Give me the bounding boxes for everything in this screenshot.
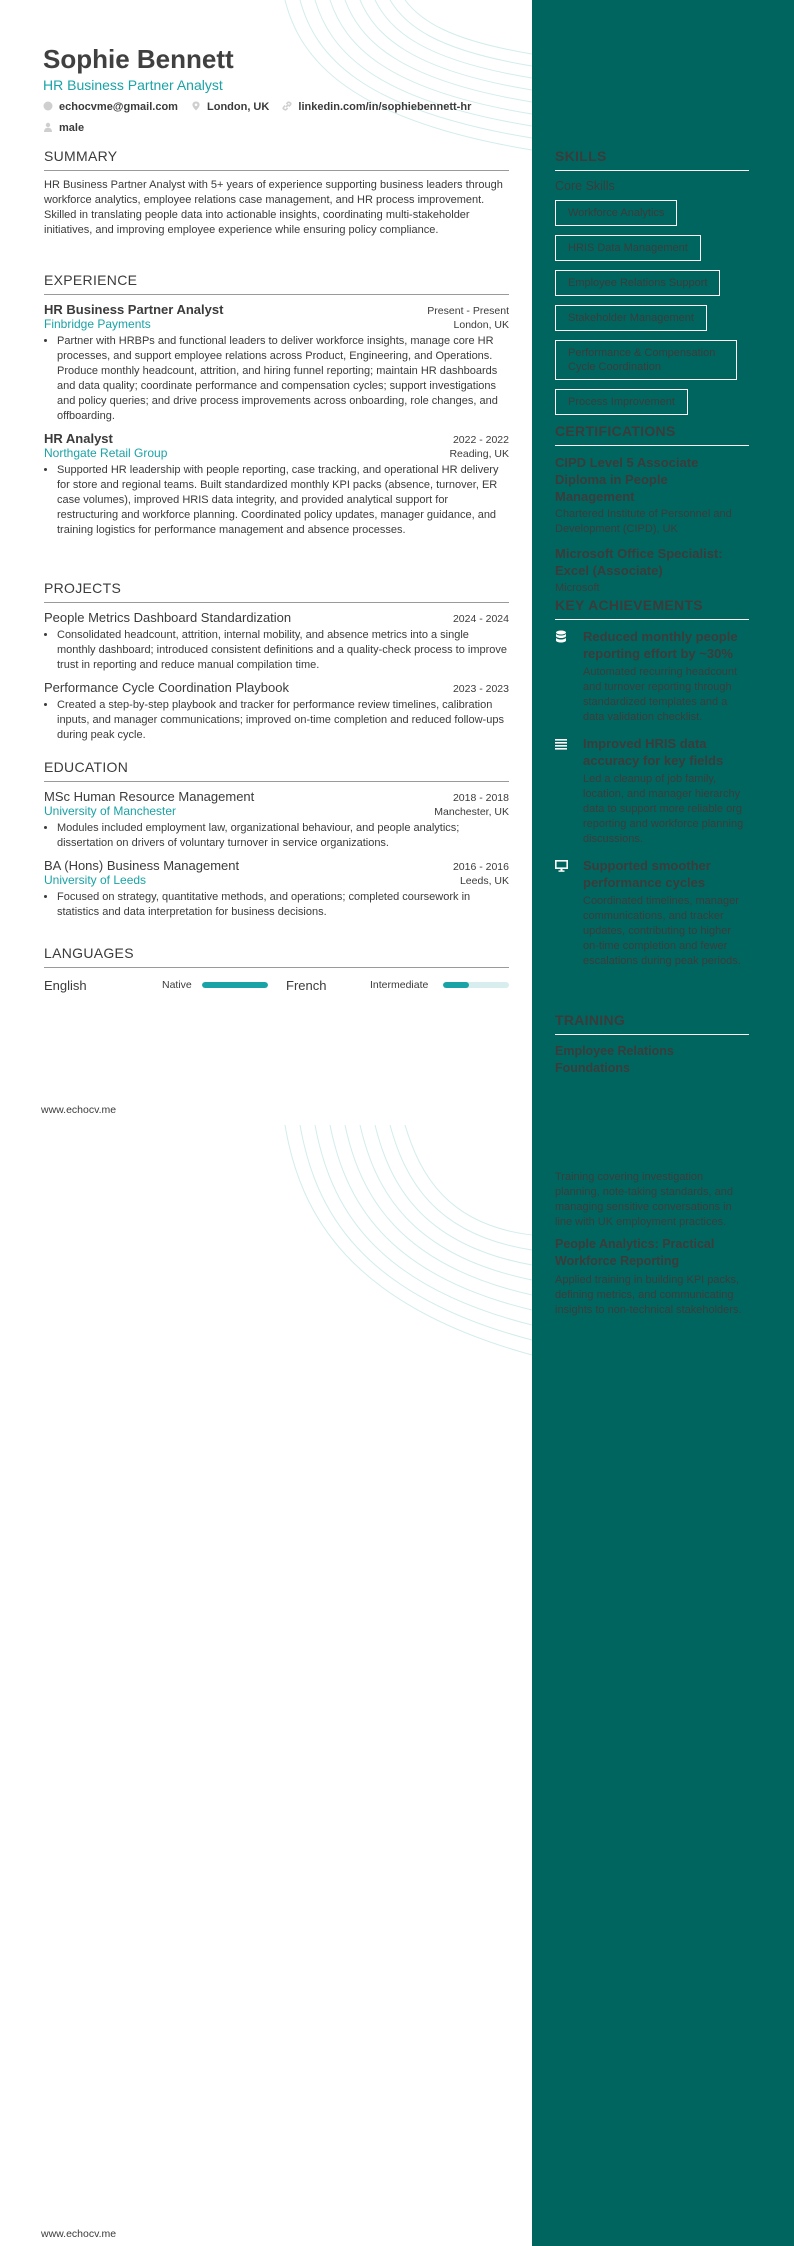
achievement-description: Coordinated timelines, manager communications, and tracker updates, contributing to higher on-time completion and fewer escalations during peak periods. — [583, 895, 741, 967]
experience-section — [44, 272, 509, 545]
section-title-experience: EXPERIENCE — [44, 272, 509, 295]
monitor-icon — [555, 857, 583, 969]
language-list — [44, 975, 509, 995]
training-continued — [555, 1167, 749, 1318]
institution-location: Manchester, UK — [434, 806, 509, 818]
list-icon — [555, 735, 583, 847]
degree-title: MSc Human Resource Management — [44, 789, 255, 804]
skill-tag: Stakeholder Management — [555, 305, 707, 331]
language-proficiency-fill — [443, 982, 469, 988]
section-title-training: TRAINING — [555, 1012, 749, 1035]
project-title: Performance Cycle Coordination Playbook — [44, 680, 289, 695]
section-title-certifications: CERTIFICATIONS — [555, 423, 749, 446]
skills-section — [555, 148, 749, 424]
job-dates: Present - Present — [427, 305, 509, 317]
certification-item — [555, 454, 749, 537]
skill-tag-list — [555, 200, 749, 424]
footer-url[interactable]: www.echocv.me — [41, 1104, 117, 1116]
job-description: • Partner with HRBPs and functional leaders to deliver workforce insights, manage core HR processes, and support employee relations across Product, Engineering, and Operations. Produce monthly headcount, attrition, and hiring funnel reporting; maintain HR dashboards and data quality; coordinate performance and compensation cycles; support investigations and policy queries; and drive process improvements across onboarding, role changes, and offboarding. — [57, 334, 509, 424]
contact-location-text: London, UK — [207, 101, 270, 113]
contact-linkedin[interactable] — [282, 99, 471, 115]
section-title-summary: SUMMARY — [44, 148, 509, 171]
footer-url[interactable]: www.echocv.me — [41, 2228, 117, 2240]
institution-location: Leeds, UK — [459, 875, 509, 887]
achievements-section — [555, 597, 749, 979]
certifications-section — [555, 423, 749, 604]
job-title: HR Analyst — [44, 431, 113, 446]
achievement-description: Automated recurring headcount and turnover reporting through standardized templates and a data validation checklist. — [583, 666, 738, 723]
experience-item — [44, 302, 509, 424]
skills-subtitle: Core Skills — [555, 179, 615, 193]
contact-location — [191, 99, 269, 115]
project-dates: 2024 - 2024 — [452, 613, 509, 625]
job-description: • Supported HR leadership with people reporting, case tracking, and operational HR delivery for store and regional teams. Built standardized monthly KPI packs (absence, turnover, ER case volumes), improved HRIS data integrity, and provided analytical support for restructuring and workforce planning. Coordinated policy updates, manager guidance, and training logistics for performance management and absence processes. — [57, 463, 509, 538]
certification-title: Microsoft Office Specialist: Excel (Associate) — [555, 546, 723, 578]
project-title: People Metrics Dashboard Standardization — [44, 610, 292, 625]
section-title-education: EDUCATION — [44, 759, 509, 782]
project-item — [44, 680, 509, 743]
education-section — [44, 759, 509, 927]
contact-gender-text: male — [59, 122, 85, 134]
section-title-achievements: KEY ACHIEVEMENTS — [555, 597, 749, 620]
skill-tag: Process Improvement — [555, 389, 688, 415]
skill-tag: Workforce Analytics — [555, 200, 677, 226]
education-item — [44, 789, 509, 851]
candidate-role: HR Business Partner Analyst — [43, 77, 223, 93]
achievement-item — [555, 857, 749, 969]
training-description: Applied training in building KPI packs, defining metrics, and communicating insights to non-technical stakeholders. — [555, 1274, 742, 1316]
email-icon — [43, 100, 53, 110]
language-name: English — [44, 977, 87, 993]
languages-section — [44, 945, 509, 995]
education-item — [44, 858, 509, 920]
experience-item — [44, 431, 509, 538]
section-title-projects: PROJECTS — [44, 580, 509, 603]
link-icon — [282, 100, 292, 110]
contact-list — [43, 99, 513, 141]
certification-issuer: Microsoft — [555, 582, 600, 594]
project-item — [44, 610, 509, 673]
job-dates: 2022 - 2022 — [452, 434, 509, 446]
employer-name: Finbridge Payments — [44, 317, 151, 331]
language-proficiency-fill — [202, 982, 268, 988]
achievement-title: Reduced monthly people reporting effort by ~30% — [583, 629, 738, 661]
language-proficiency-bar — [443, 982, 509, 988]
database-icon — [555, 628, 583, 725]
skill-tag: HRIS Data Management — [555, 235, 701, 261]
education-dates: 2018 - 2018 — [452, 792, 509, 804]
achievement-title: Improved HRIS data accuracy for key fields — [583, 736, 724, 768]
job-location: Reading, UK — [449, 448, 509, 460]
training-title: Employee Relations Foundations — [555, 1044, 674, 1075]
job-title: HR Business Partner Analyst — [44, 302, 224, 317]
contact-gender — [43, 120, 84, 136]
language-name: French — [286, 977, 327, 993]
candidate-name: Sophie Bennett — [43, 44, 234, 74]
certification-title: CIPD Level 5 Associate Diploma in People Management — [555, 455, 699, 504]
job-location: London, UK — [453, 319, 509, 331]
achievement-title: Supported smoother performance cycles — [583, 858, 711, 890]
projects-section — [44, 580, 509, 750]
section-title-skills: SKILLS — [555, 148, 749, 171]
training-description: Training covering investigation planning, note-taking standards, and managing sensitive conversations in line with UK employment practices. — [555, 1171, 733, 1228]
project-description: • Created a step-by-step playbook and tracker for performance review timelines, calibration inputs, and manager communications; improved on-time completion and reduced follow-ups during peak cycle. — [57, 698, 509, 743]
contact-linkedin-text: linkedin.com/in/sophiebennett-hr — [298, 101, 472, 113]
certification-issuer: Chartered Institute of Personnel and Development (CIPD), UK — [555, 508, 732, 535]
language-proficiency-bar — [202, 982, 268, 988]
language-level: Intermediate — [370, 979, 429, 991]
person-icon — [43, 121, 53, 131]
achievement-item — [555, 735, 749, 847]
summary-text: HR Business Partner Analyst with 5+ years of experience supporting business leaders through workforce analytics, employee relations case management, and HR process improvement. Skilled in translating people data into actionable insights, coordinating multi-stakeholder initiatives, and improving employee experience while ensuring policy compliance. — [44, 179, 503, 236]
employer-name: Northgate Retail Group — [44, 446, 168, 460]
achievement-description: Led a cleanup of job family, location, and manager hierarchy data to support more reliable org reporting and workforce planning discussions. — [583, 773, 744, 845]
degree-title: BA (Hons) Business Management — [44, 858, 240, 873]
skill-tag: Performance & Compensation Cycle Coordination — [555, 340, 737, 380]
location-icon — [191, 100, 201, 110]
training-section — [555, 1012, 749, 1077]
education-dates: 2016 - 2016 — [452, 861, 509, 873]
education-description: • Modules included employment law, organizational behaviour, and people analytics; dissertation on drivers of voluntary turnover in service organizations. — [57, 821, 509, 851]
section-title-languages: LANGUAGES — [44, 945, 509, 968]
summary-section — [44, 148, 509, 238]
skill-tag: Employee Relations Support — [555, 270, 720, 296]
project-description: • Consolidated headcount, attrition, internal mobility, and absence metrics into a single monthly dashboard; introduced consistent definitions and a quality-check process to improve trust in reporting and reduce manual compilation time. — [57, 628, 509, 673]
project-dates: 2023 - 2023 — [452, 683, 509, 695]
institution-name: University of Leeds — [44, 873, 147, 887]
education-description: • Focused on strategy, quantitative methods, and operations; completed coursework in statistics and data interpretation for business decisions. — [57, 890, 509, 920]
contact-email-text: echocvme@gmail.com — [59, 101, 178, 113]
certification-item — [555, 545, 749, 596]
institution-name: University of Manchester — [44, 804, 177, 818]
achievement-item — [555, 628, 749, 725]
training-title: People Analytics: Practical Workforce Reporting — [555, 1237, 715, 1268]
contact-email[interactable] — [43, 99, 178, 115]
language-level: Native — [162, 979, 192, 991]
